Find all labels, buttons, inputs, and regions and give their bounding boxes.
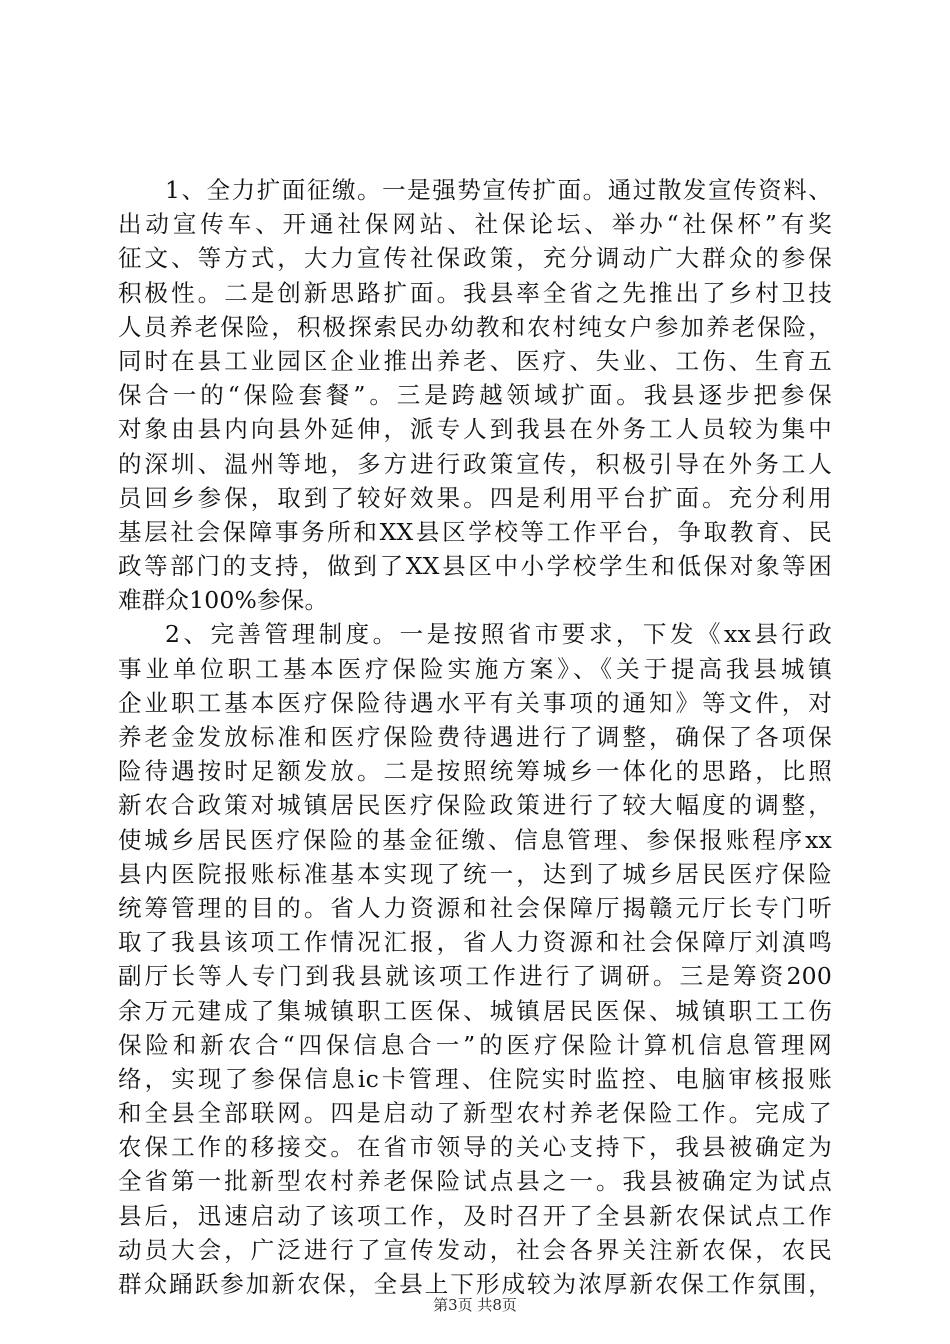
text-line: 2、完善管理制度。一是按照省市要求，下发《xx县行政 [165, 620, 832, 649]
paragraph [118, 617, 832, 1301]
text-line: 群众踊跃参加新农保，全县上下形成较为浓厚新农保工作氛围， [118, 1270, 832, 1298]
text-line: 险待遇按时足额发放。二是按照统筹城乡一体化的思路，比照 [118, 757, 832, 786]
text-line: 积极性。二是创新思路扩面。我县率全省之先推出了乡村卫技 [118, 278, 832, 307]
text-line: 使城乡居民医疗保险的基金征缴、信息管理、参保报账程序xx [118, 825, 832, 854]
body-text [118, 173, 832, 1301]
text-line: 基层社会保障事务所和XX县区学校等工作平台，争取教育、民 [118, 517, 832, 546]
text-line: 企业职工基本医疗保险待遇水平有关事项的通知》等文件，对 [118, 688, 832, 717]
text-line: 同时在县工业园区企业推出养老、医疗、失业、工伤、生育五 [118, 346, 832, 375]
text-line: 新农合政策对城镇居民医疗保险政策进行了较大幅度的调整， [118, 791, 832, 820]
text-line: 事业单位职工基本医疗保险实施方案》、《关于提高我县城镇 [118, 654, 832, 683]
text-line: 取了我县该项工作情况汇报，省人力资源和社会保障厅刘滇鸣 [118, 928, 832, 957]
text-line: 余万元建成了集城镇职工医保、城镇居民医保、城镇职工工伤 [118, 996, 832, 1025]
page-footer: 第3页 共8页 [433, 1296, 517, 1314]
text-line: 和全县全部联网。四是启动了新型农村养老保险工作。完成了 [118, 1099, 832, 1128]
text-line: 员回乡参保，取到了较好效果。四是利用平台扩面。充分利用 [118, 483, 832, 512]
text-line: 统筹管理的目的。省人力资源和社会保障厅揭赣元厅长专门听 [118, 893, 832, 922]
text-line: 络，实现了参保信息ic卡管理、住院实时监控、电脑审核报账 [118, 1064, 832, 1093]
text-line: 动员大会，广泛进行了宣传发动，社会各界关注新农保，农民 [118, 1235, 832, 1264]
text-line: 出动宣传车、开通社保网站、社保论坛、举办“社保杯”有奖 [118, 210, 832, 239]
text-line: 1、全力扩面征缴。一是强势宣传扩面。通过散发宣传资料、 [165, 176, 832, 204]
text-line: 县内医院报账标准基本实现了统一，达到了城乡居民医疗保险 [118, 859, 832, 888]
text-line: 养老金发放标准和医疗保险费待遇进行了调整，确保了各项保 [118, 723, 832, 751]
text-line: 全省第一批新型农村养老保险试点县之一。我县被确定为试点 [118, 1167, 832, 1196]
text-line: 征文、等方式，大力宣传社保政策，充分调动广大群众的参保 [118, 244, 832, 273]
text-line: 的深圳、温州等地，多方进行政策宣传，积极引导在外务工人 [118, 449, 832, 478]
text-line: 农保工作的移接交。在省市领导的关心支持下，我县被确定为 [118, 1133, 832, 1162]
text-line: 保险和新农合“四保信息合一”的医疗保险计算机信息管理网 [118, 1030, 832, 1059]
text-line: 对象由县内向县外延伸，派专人到我县在外务工人员较为集中 [118, 415, 832, 444]
text-line: 保合一的“保险套餐”。三是跨越领域扩面。我县逐步把参保 [118, 381, 832, 410]
paragraph [118, 173, 832, 617]
text-line: 副厅长等人专门到我县就该项工作进行了调研。三是筹资200 [118, 962, 832, 991]
text-line: 县后，迅速启动了该项工作，及时召开了全县新农保试点工作 [118, 1201, 832, 1230]
text-line: 难群众100%参保。 [118, 586, 329, 615]
text-line: 政等部门的支持，做到了XX县区中小学校学生和低保对象等困 [118, 552, 832, 581]
text-line: 人员养老保险，积极探索民办幼教和农村纯女户参加养老保险， [118, 312, 832, 341]
